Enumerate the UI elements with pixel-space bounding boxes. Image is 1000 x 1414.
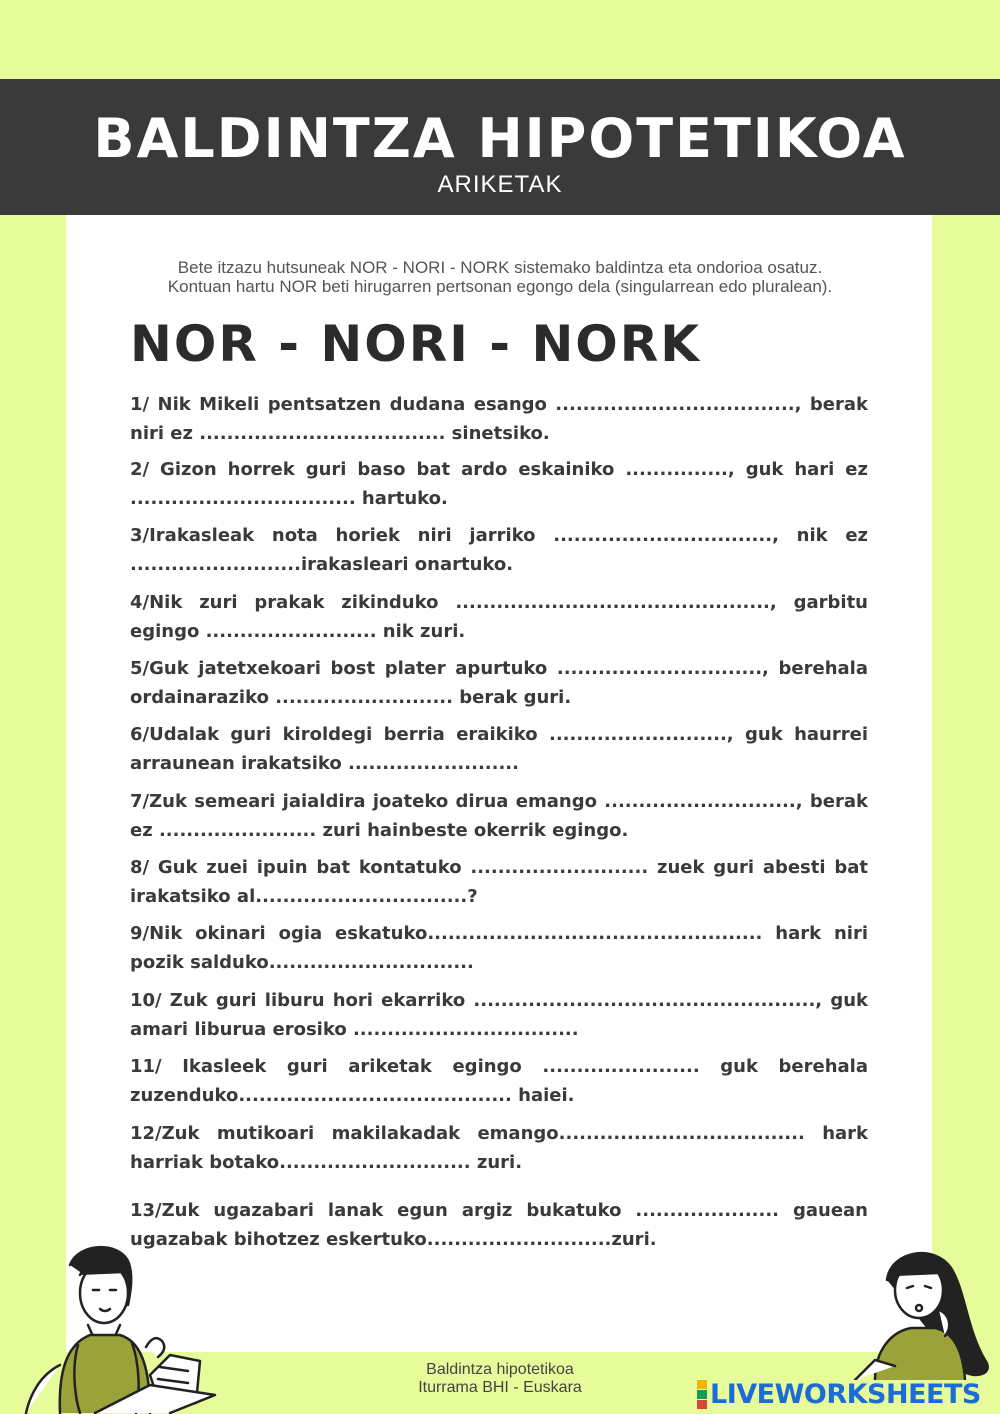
exercise-item-11: 11/ Ikasleek guri ariketak egingo ....................... guk berehala zuzenduko........................................ haiei.: [130, 1056, 868, 1106]
footer-title: Baldintza hipotetikoa: [426, 1361, 574, 1378]
exercise-item-13: 13/Zuk ugazabari lanak egun argiz bukatuko ..................... gauean ugazabak bihotzez eskertuko...........................zuri.: [130, 1200, 868, 1250]
section-heading: NOR - NORI - NORK: [130, 315, 702, 373]
exercise-item-2: 2/ Gizon horrek guri baso bat ardo eskainiko ..............., guk hari ez ................................. hartuko.: [130, 459, 868, 509]
exercise-item-7: 7/Zuk semeari jaialdira joateko dirua emango ............................, berak ez ....................... zuri hainbeste okerrik egingo.: [130, 791, 868, 841]
exercise-item-9: 9/Nik okinari ogia eskatuko................................................. hark niri pozik salduko..............................: [130, 923, 868, 973]
exercise-item-5: 5/Guk jatetxekoari bost plater apurtuko .............................., berehala ordainaraziko .......................... berak guri.: [130, 658, 868, 708]
footer: [350, 1361, 650, 1397]
student-thinking-illustration: [835, 1240, 1000, 1380]
logo-cubes-icon: [697, 1380, 707, 1409]
page-subtitle: ARIKETAK: [437, 171, 563, 198]
footer-school: Iturrama BHI - Euskara: [418, 1379, 582, 1396]
worksheet-sheet: [66, 215, 932, 1352]
liveworksheets-logo: [697, 1378, 981, 1410]
exercise-item-12: 12/Zuk mutikoari makilakadak emango.................................... hark harriak botako............................ zuri.: [130, 1123, 868, 1173]
logo-cube: [697, 1380, 707, 1389]
exercise-item-8: 8/ Guk zuei ipuin bat kontatuko .......................... zuek guri abesti bat irakatsiko al...............................?: [130, 857, 868, 907]
instructions-text: Bete itzazu hutsuneak NOR - NORI - NORK sistemako baldintza eta ondorioa osatuz. Kontuan hartu NOR beti hirugarren pertsonan egongo dela (singularrean edo pluralean).: [167, 258, 833, 296]
exercise-item-3: 3/Irakasleak nota horiek niri jarriko ................................, nik ez .........................irakasleari onartuko.: [130, 525, 868, 575]
exercise-item-1: 1/ Nik Mikeli pentsatzen dudana esango ..................................., berak niri ez .................................... sinetsiko.: [130, 394, 868, 444]
student-reading-illustration: [0, 1235, 235, 1414]
logo-text: LIVEWORKSHEETS: [710, 1378, 981, 1410]
page-title: BALDINTZA HIPOTETIKOA: [93, 107, 907, 170]
exercise-item-6: 6/Udalak guri kiroldegi berria eraikiko .........................., guk haurrei arraunean irakatsiko .........................: [130, 724, 868, 774]
exercise-item-4: 4/Nik zuri prakak zikinduko .............................................., garbitu egingo ......................... nik zuri.: [130, 592, 868, 642]
exercise-item-10: 10/ Zuk guri liburu hori ekarriko .................................................., guk amari liburua erosiko .................................: [130, 990, 868, 1040]
logo-cube: [697, 1400, 707, 1409]
logo-cube: [697, 1390, 707, 1399]
header-band: [0, 79, 1000, 215]
